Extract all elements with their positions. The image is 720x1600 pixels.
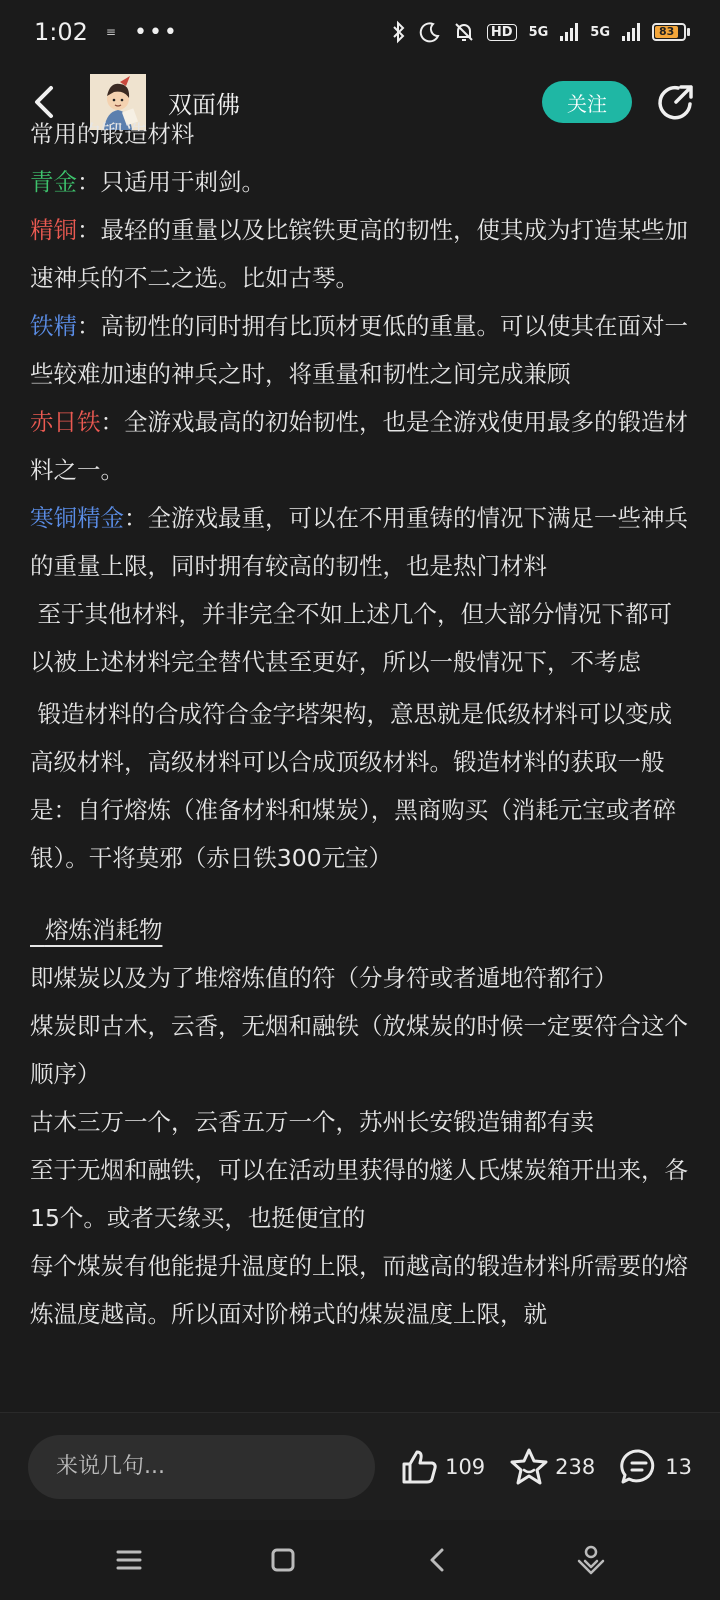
back-icon [425, 1546, 449, 1574]
article-body [0, 120, 720, 1412]
notification-icon: ≡ [105, 25, 116, 39]
favorite-button[interactable] [509, 1447, 595, 1487]
comment-button[interactable] [619, 1447, 692, 1487]
paragraph-3: 古木三万一个，云香五万一个，苏州长安锻造铺都有卖 [30, 1108, 594, 1136]
paragraph-5: 每个煤炭有他能提升温度的上限，而越高的锻造材料所需要的熔炼温度越高。所以面对阶梯式的煤炭温度上限，就 [30, 1252, 688, 1328]
favorite-count: 238 [555, 1454, 596, 1479]
follow-button[interactable]: 关注 [542, 81, 632, 123]
material-name: 青金 [30, 168, 77, 196]
recent-apps-button[interactable] [107, 1538, 151, 1582]
material-name: 赤日铁 [30, 408, 101, 436]
system-back-button[interactable] [415, 1538, 459, 1582]
material-name: 铁精 [30, 312, 77, 340]
paragraph-1: 即煤炭以及为了堆熔炼值的符（分身符或者遁地符都行） [30, 964, 618, 992]
network-type-2: 5G [590, 24, 610, 40]
material-desc: ：只适用于刺剑。 [77, 168, 265, 196]
status-bar [0, 0, 720, 64]
paragraph-other-materials: 至于其他材料，并非完全不如上述几个，但大部分情况下都可以被上述材料完全替代甚至更好，所以一般情况下，不考虑 [30, 600, 672, 676]
clock: 1:02 [34, 18, 88, 46]
material-item-tiejing [30, 302, 690, 398]
bluetooth-icon [391, 21, 407, 43]
battery-icon [652, 23, 690, 41]
comment-icon [619, 1447, 659, 1487]
network-type-1: 5G [528, 24, 549, 40]
mute-bell-icon [453, 21, 475, 43]
material-item-qingjin [30, 158, 690, 206]
like-button[interactable] [399, 1447, 485, 1487]
material-desc: ：高韧性的同时拥有比顶材更低的重量。可以使其在面对一些较难加速的神兵之时，将重量和韧性之间完成兼顾 [30, 312, 688, 388]
cut-heading: 常用的锻造材料 [30, 120, 195, 148]
star-icon [509, 1447, 549, 1487]
section-title: 熔炼消耗物 [30, 916, 163, 944]
paragraph-2: 煤炭即古木，云香，无烟和融铁（放煤炭的时候一定要符合这个顺序） [30, 1012, 688, 1088]
material-desc: ：最轻的重量以及比镔铁更高的韧性，使其成为打造某些加速神兵的不二之选。比如古琴。 [30, 216, 688, 292]
system-navigation [0, 1520, 720, 1600]
like-count: 109 [445, 1454, 486, 1479]
material-item-chiritie [30, 398, 690, 494]
more-notifications-icon: ••• [133, 19, 179, 45]
material-name: 精铜 [30, 216, 77, 244]
hd-badge: HD [487, 24, 517, 41]
assistant-button[interactable] [569, 1538, 613, 1582]
signal-icon-2 [622, 23, 640, 41]
battery-level: 83 [655, 26, 678, 38]
signal-icon-1 [560, 23, 578, 41]
bottom-action-bar [0, 1412, 720, 1520]
paragraph-forging: 锻造材料的合成符合金字塔架构，意思就是低级材料可以变成高级材料，高级材料可以合成顶级材料。锻造材料的获取一般是：自行熔炼（准备材料和煤炭），黑商购买（消耗元宝或者碎银）。干将莫邪（赤日铁300元宝） [30, 700, 677, 872]
material-item-hantongjingjin [30, 494, 690, 590]
menu-icon [115, 1548, 143, 1572]
comment-count: 13 [665, 1454, 692, 1479]
comment-input[interactable] [28, 1435, 375, 1499]
paragraph-4: 至于无烟和融铁，可以在活动里获得的燧人氏煤炭箱开出来，各15个。或者天缘买，也挺便宜的 [30, 1156, 688, 1232]
assistant-icon [575, 1543, 607, 1577]
home-button[interactable] [261, 1538, 305, 1582]
material-item-jingtong [30, 206, 690, 302]
moon-icon [419, 21, 441, 43]
author-name[interactable]: 双面佛 [168, 90, 240, 119]
home-icon [269, 1546, 297, 1574]
material-desc: ：全游戏最高的初始韧性，也是全游戏使用最多的锻造材料之一。 [30, 408, 688, 484]
thumbs-up-icon [400, 1448, 438, 1486]
material-desc: ：全游戏最重，可以在不用重铸的情况下满足一些神兵的重量上限，同时拥有较高的韧性，也是热门材料 [30, 504, 688, 580]
material-name: 寒铜精金 [30, 504, 124, 532]
